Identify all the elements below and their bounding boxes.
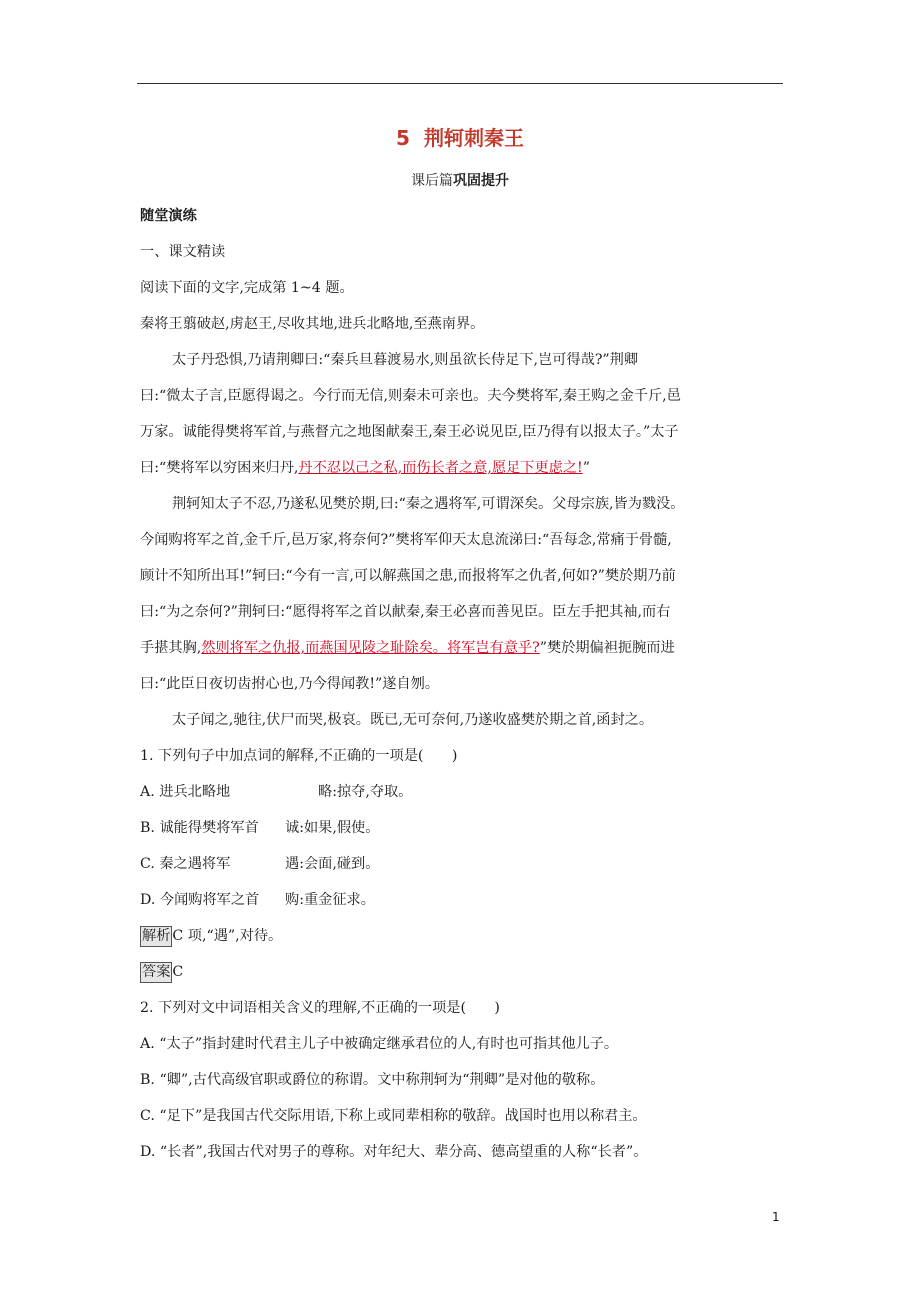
passage-line-3: 曰:“微太子言,臣愿得谒之。今行而无信,则秦未可亲也。夫今樊将军,秦王购之金千斤,邑 xyxy=(140,388,681,404)
passage-line-5 xyxy=(140,458,590,478)
passage-line-5-post: ” xyxy=(582,460,590,476)
q1-analysis xyxy=(140,926,282,947)
q2-option-b: B. “卿”,古代高级官职或爵位的称谓。文中称荆轲为“荆卿”是对他的敬称。 xyxy=(140,1072,605,1088)
q1-option-b-gloss: 诚:如果,假使。 xyxy=(285,820,380,836)
passage-line-10 xyxy=(140,638,675,658)
passage-line-9: 曰:“为之奈何?”荆轲曰:“愿得将军之首以献秦,秦王必喜而善见臣。臣左手把其袖,而右 xyxy=(140,604,671,620)
page-title xyxy=(0,122,920,151)
q1-option-a xyxy=(140,782,412,802)
passage-line-12: 太子闻之,驰往,伏尸而哭,极哀。既已,无可奈何,乃遂收盛樊於期之首,函封之。 xyxy=(172,712,654,728)
answer-tag: 答案 xyxy=(140,962,172,983)
passage-line-7: 今闻购将军之首,金千斤,邑万家,将奈何?”樊将军仰天太息流涕曰:“吾每念,常痛于骨髓, xyxy=(140,532,672,548)
passage-line-10-post: ”樊於期偏袒扼腕而进 xyxy=(539,640,675,656)
section-part: 一、课文精读 xyxy=(140,244,226,260)
highlighted-sentence-1: 丹不忍以己之私,而伤长者之意,愿足下更虑之! xyxy=(298,460,583,476)
q1-analysis-text: C 项,“遇”,对待。 xyxy=(172,928,283,944)
header-rule xyxy=(137,83,783,84)
passage-line-10-pre: 手揕其胸, xyxy=(140,640,202,656)
passage-line-6: 荆轲知太子不忍,乃遂私见樊於期,曰:“秦之遇将军,可谓深矣。父母宗族,皆为戮没。 xyxy=(172,496,685,512)
q1-option-c xyxy=(140,854,379,874)
highlighted-sentence-2: 然则将军之仇报,而燕国见陵之耻除矣。将军岂有意乎? xyxy=(201,640,540,656)
analysis-tag: 解析 xyxy=(140,926,172,947)
q1-option-d-text: D. 今闻购将军之首 xyxy=(140,892,260,908)
q1-option-d-gloss: 购:重金征求。 xyxy=(285,892,375,908)
q2-stem: 2. 下列对文中词语相关含义的理解,不正确的一项是( ) xyxy=(140,1000,500,1016)
passage-line-2: 太子丹恐惧,乃请荆卿曰:“秦兵旦暮渡易水,则虽欲长侍足下,岂可得哉?”荆卿 xyxy=(172,352,639,368)
q1-answer-text: C xyxy=(172,964,184,980)
q2-option-a: A. “太子”指封建时代君主儿子中被确定继承君位的人,有时也可指其他儿子。 xyxy=(140,1036,619,1052)
passage-line-8: 顾计不知所出耳!”轲曰:“今有一言,可以解燕国之患,而报将军之仇者,何如?”樊於期乃前 xyxy=(140,568,676,584)
passage-line-4: 万家。诚能得樊将军首,与燕督亢之地图献秦王,秦王必说见臣,臣乃得有以报太子。”太子 xyxy=(140,424,679,440)
page-number: 1 xyxy=(772,1210,780,1224)
q1-option-c-gloss: 遇:会面,碰到。 xyxy=(285,856,380,872)
q1-option-d xyxy=(140,890,375,910)
passage-line-11: 曰:“此臣日夜切齿拊心也,乃今得闻教!”遂自刎。 xyxy=(140,676,440,692)
q1-answer xyxy=(140,962,183,983)
q1-stem: 1. 下列句子中加点词的解释,不正确的一项是( ) xyxy=(140,748,458,764)
lesson-title: 荆轲刺秦王 xyxy=(423,126,524,150)
q2-option-c: C. “足下”是我国古代交际用语,下称上或同辈相称的敬辞。战国时也用以称君主。 xyxy=(140,1108,647,1124)
passage-line-5-pre: 曰:“樊将军以穷困来归丹, xyxy=(140,460,299,476)
q1-option-b xyxy=(140,818,379,838)
q2-option-d: D. “长者”,我国古代对男子的尊称。对年纪大、辈分高、德高望重的人称“长者”。 xyxy=(140,1144,648,1160)
q1-option-c-text: C. 秦之遇将军 xyxy=(140,856,231,872)
subtitle xyxy=(0,170,920,190)
q1-option-a-gloss: 略:掠夺,夺取。 xyxy=(318,784,413,800)
subtitle-bold: 巩固提升 xyxy=(453,173,509,189)
instruction: 阅读下面的文字,完成第 1~4 题。 xyxy=(140,280,354,296)
q1-option-b-text: B. 诚能得樊将军首 xyxy=(140,820,259,836)
section-heading: 随堂演练 xyxy=(140,208,197,224)
passage-line-1: 秦将王翦破赵,虏赵王,尽收其地,进兵北略地,至燕南界。 xyxy=(140,316,485,332)
q1-option-a-text: A. 进兵北略地 xyxy=(140,784,231,800)
subtitle-plain: 课后篇 xyxy=(411,173,453,189)
lesson-number: 5 xyxy=(396,126,410,150)
